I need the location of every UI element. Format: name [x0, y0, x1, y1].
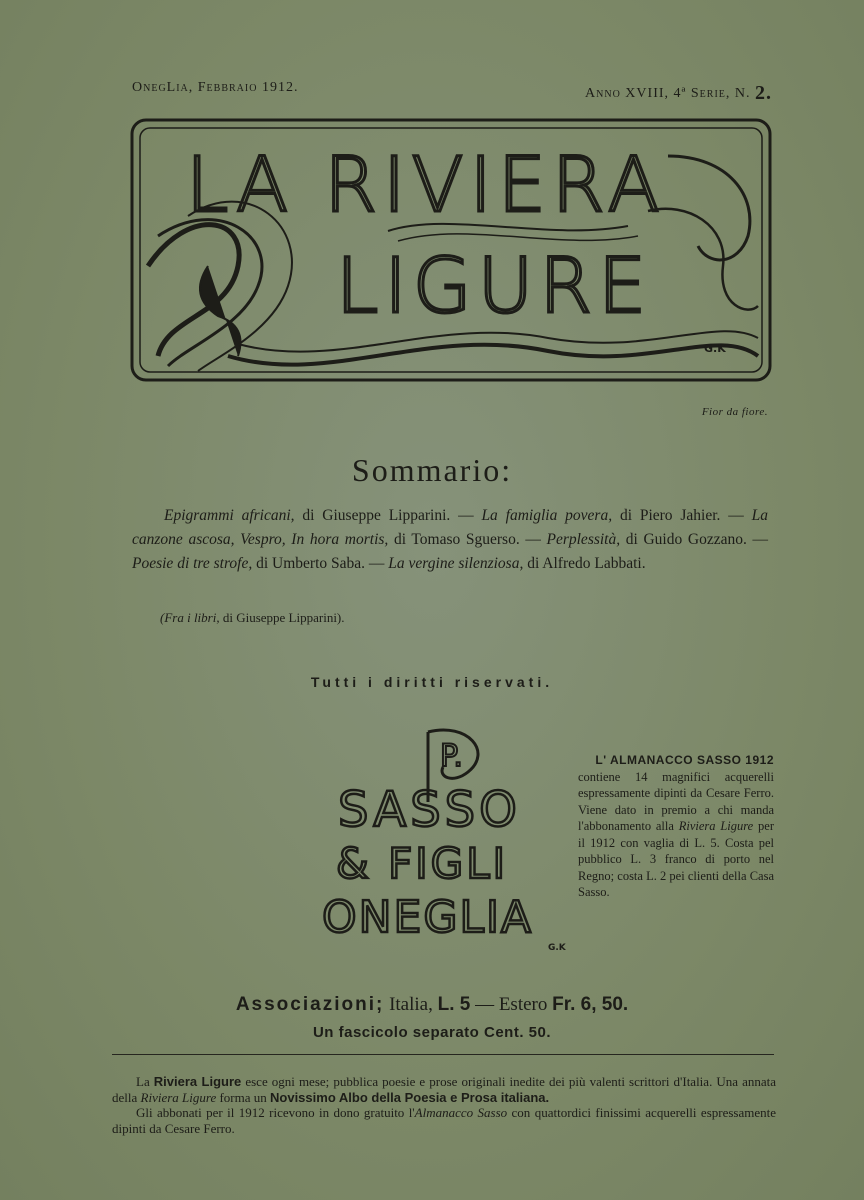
footer-bold: Riviera Ligure	[153, 1074, 242, 1089]
entry-work: La vergine silenziosa,	[388, 555, 524, 572]
masthead-illustration	[128, 116, 774, 384]
footer-text: esce ogni mese; pubblica poesie e prose originali inedite dei più valenti scrittori d'Italia. Una annata della	[112, 1074, 777, 1105]
masthead-monogram: G.K	[704, 342, 726, 355]
issue-series: Anno XVIII, 4ª Serie, N.	[585, 86, 751, 101]
sasso-logo-line4: ONEGLIA	[322, 892, 534, 943]
sommario-title: Sommario:	[351, 452, 513, 488]
entry-author: di Umberto Saba. —	[252, 555, 389, 572]
footer-text: Gli abbonati per il 1912 ricevono in dono gratuito l'	[136, 1105, 415, 1120]
subscription-prices	[0, 994, 864, 1016]
estero-label: — Estero	[470, 994, 553, 1015]
illustration-caption: Fior da fiore.	[701, 406, 768, 418]
footer-text: La	[136, 1074, 154, 1089]
footer-italic: Riviera Ligure	[140, 1089, 217, 1105]
entry-work: Perplessità,	[546, 531, 621, 548]
italia-price: L. 5	[437, 994, 471, 1015]
footer-note	[112, 1074, 776, 1136]
sasso-logo-art	[318, 722, 578, 952]
masthead-title-line1: LA RIVIERA	[186, 140, 666, 229]
entry-work: La famiglia povera,	[481, 507, 613, 524]
fra-libri-work: (Fra i libri,	[160, 610, 220, 625]
sasso-logo-monogram: G.K	[548, 943, 566, 952]
associazioni-label: Associazioni;	[235, 994, 385, 1015]
masthead-title-line2: LIGURE	[336, 241, 653, 330]
footer-text: forma un	[216, 1089, 271, 1105]
entry-author: di Alfredo Labbati.	[523, 555, 646, 572]
entry-author: di Piero Jahier. —	[612, 507, 752, 524]
sasso-logo-line2: SASSO	[338, 782, 521, 838]
sasso-logo-line3: & FIGLI	[336, 839, 508, 888]
almanacco-text: contiene 14 magnifici acquerelli espressamente dipinti da Cesare Ferro. Viene dato in premio a chi manda l'abbonamento alla	[578, 769, 774, 833]
entry-author: di Guido Gozzano. —	[620, 531, 768, 548]
divider-rule	[112, 1054, 774, 1055]
single-issue-price: Un fascicolo separato Cent. 50.	[312, 1024, 552, 1041]
italia-label: Italia,	[384, 994, 438, 1015]
entry-author: di Tomaso Sguerso. —	[388, 531, 547, 548]
almanacco-text-end: per il 1912 con vaglia di L. 5. Costa pel pubblico L. 3 franco di porto nel Regno; costa L. 2 pei clienti della Casa Sasso.	[578, 819, 774, 899]
place-date: OnegLia, Febbraio 1912.	[132, 80, 299, 95]
footer-bold: Novissimo Albo della Poesia e Prosa italiana.	[270, 1089, 550, 1105]
issue-info	[585, 80, 772, 103]
footer-paragraph-2	[112, 1105, 776, 1136]
issue-number: 2.	[755, 82, 772, 104]
almanacco-italic: Riviera Ligure	[678, 819, 754, 833]
footer-paragraph-1	[112, 1074, 776, 1105]
footer-italic: Almanacco Sasso	[414, 1105, 508, 1120]
almanacco-notice	[578, 752, 774, 901]
entry-author: di Giuseppe Lipparini. —	[294, 507, 482, 524]
sasso-logo-line1: P.	[440, 739, 463, 774]
entry-work: Epigrammi africani,	[164, 507, 295, 524]
masthead-art-nouveau-frame	[128, 116, 774, 384]
fra-libri-note	[160, 610, 345, 626]
estero-price: Fr. 6, 50.	[552, 994, 629, 1015]
entry-work: La canzone ascosa, Vespro, In hora mortis,	[132, 507, 768, 548]
almanacco-title: L' ALMANACCO SASSO 1912	[595, 753, 774, 767]
sommario-contents	[132, 504, 768, 576]
fra-libri-author: di Giuseppe Lipparini).	[219, 610, 345, 625]
sasso-logo	[318, 722, 578, 952]
rights-notice: Tutti i diritti riservati.	[310, 674, 554, 690]
footer-text: con quattordici finissimi acquerelli espressamente dipinti da Cesare Ferro.	[112, 1105, 777, 1136]
entry-work: Poesie di tre strofe,	[132, 555, 253, 572]
